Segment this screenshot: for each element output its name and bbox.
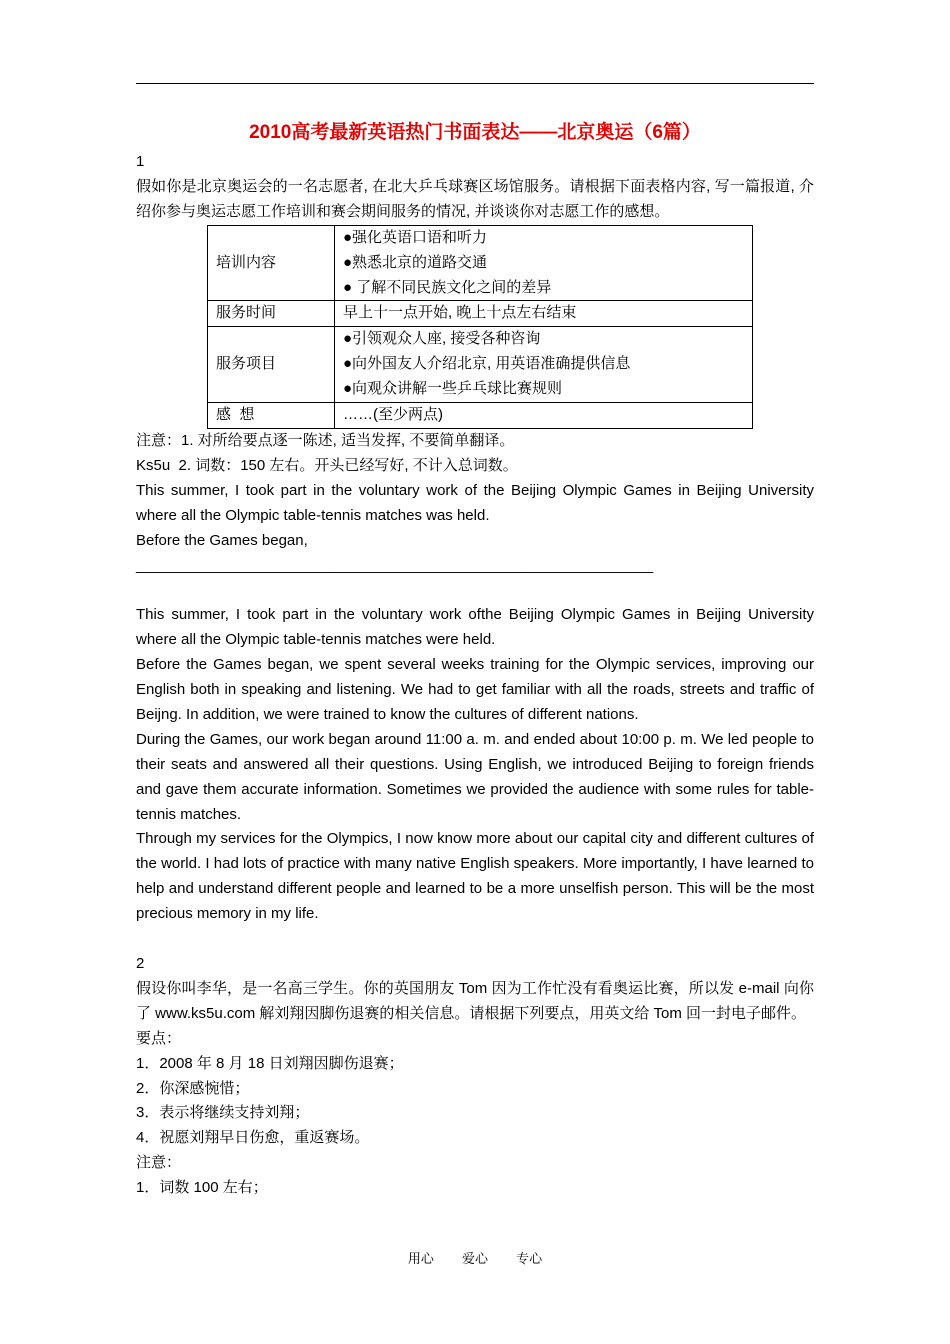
task-prompt: 假设你叫李华，是一名高三学生。你的英国朋友 Tom 因为工作忙没有看奥运比赛，所以发 e-mail 向你了 www.ks5u.com 解刘翔因脚伤退赛的相关信息。请根据下列要点，用英文给 Tom 回一封电子邮件。 — [136, 979, 814, 1022]
table-value — [335, 225, 753, 301]
spacer — [136, 927, 814, 952]
list-item: ● 了解不同民族文化之间的差异 — [343, 278, 552, 296]
answer-paragraph: Before the Games began, we spent several weeks training for the Olympic services, improving our English both in speaking and listening. We had to get familiar with all the roads, streets and traffic of Beijng. In addition, we were trained to know the cultures of different nations. — [136, 656, 814, 723]
table-value — [335, 327, 753, 403]
list-item: ●强化英语口语和听力 — [343, 228, 488, 246]
answer-paragraph: Through my services for the Olympics, I now know more about our capital city and different cultures of the world. I had lots of practice with many native English speakers. More importantly, I have learned to help and understand different people and learned to be a more unselfish person. This will be the most precious memory in my life. — [136, 830, 814, 923]
note-line: Ks5u 2. 词数：150 左右。开头已经写好, 不计入总词数。 — [136, 456, 518, 474]
list-item: ●熟悉北京的道路交通 — [343, 253, 488, 271]
essay-blank-line: Before the Games began, ______________________________________________________________ — [136, 531, 654, 574]
list-item: ●向外国友人介绍北京, 用英语准确提供信息 — [343, 355, 631, 373]
answer-paragraph: This summer, I took part in the voluntary work ofthe Beijing Olympic Games in Beijing University where all the Olympic table-tennis matches were held. — [136, 606, 814, 649]
task-prompt: 假如你是北京奥运会的一名志愿者, 在北大乒乓球赛区场馆服务。请根据下面表格内容, 写一篇报道, 介绍你参与奥运志愿工作培训和赛会期间服务的情况, 并谈谈你对志愿工作的感想。 — [136, 177, 814, 220]
table-row — [208, 403, 753, 429]
table-value: 早上十一点开始, 晚上十点左右结束 — [335, 301, 753, 327]
section-number: 2 — [136, 954, 145, 972]
spacer — [136, 578, 814, 603]
document-title: 2010高考最新英语热门书面表达——北京奥运（6篇） — [249, 122, 701, 143]
note-line: 注意：1. 对所给要点逐一陈述, 适当发挥, 不要简单翻译。 — [136, 431, 515, 449]
section-number: 1 — [136, 153, 145, 170]
footer-text: 用心 — [407, 1252, 434, 1267]
document-body — [136, 118, 814, 1201]
table-label: 服务项目 — [208, 327, 335, 403]
essay-start: This summer, I took part in the voluntary work of the Beijing Olympic Games in Beijing University where all the Olympic table-tennis matches was held. — [136, 481, 814, 524]
list-item: ●向观众讲解一些乒乓球比赛规则 — [343, 380, 563, 398]
header-rule — [136, 83, 814, 84]
list-item: 1．词数 100 左右； — [136, 1179, 268, 1197]
page-footer — [0, 1248, 950, 1267]
table-row — [208, 301, 753, 327]
points-label: 要点： — [136, 1029, 182, 1047]
footer-text: 爱心 — [461, 1252, 488, 1267]
table-label: 培训内容 — [208, 225, 335, 301]
note-label: 注意： — [136, 1154, 182, 1172]
table-row — [208, 225, 753, 301]
task-table — [207, 225, 753, 429]
list-item: 2．你深感惋惜； — [136, 1079, 250, 1097]
list-item: ●引领观众人座, 接受各种咨询 — [343, 330, 541, 348]
footer-text: 专心 — [516, 1252, 543, 1267]
table-label: 感 想 — [208, 403, 335, 429]
table-value: ……(至少两点) — [335, 403, 753, 429]
list-item: 3．表示将继续支持刘翔； — [136, 1104, 310, 1122]
list-item: 4．祝愿刘翔早日伤愈，重返赛场。 — [136, 1129, 370, 1147]
list-item: 1．2008 年 8 月 18 日刘翔因脚伤退赛； — [136, 1054, 404, 1072]
answer-paragraph: During the Games, our work began around 11:00 a. m. and ended about 10:00 p. m. We led people to their seats and answered all their questions. Using English, we introduced Beijing to foreign friends and gave them accurate information. Sometimes we provided the audience with some rules for table-tennis matches. — [136, 730, 814, 823]
table-row — [208, 327, 753, 403]
table-label: 服务时间 — [208, 301, 335, 327]
